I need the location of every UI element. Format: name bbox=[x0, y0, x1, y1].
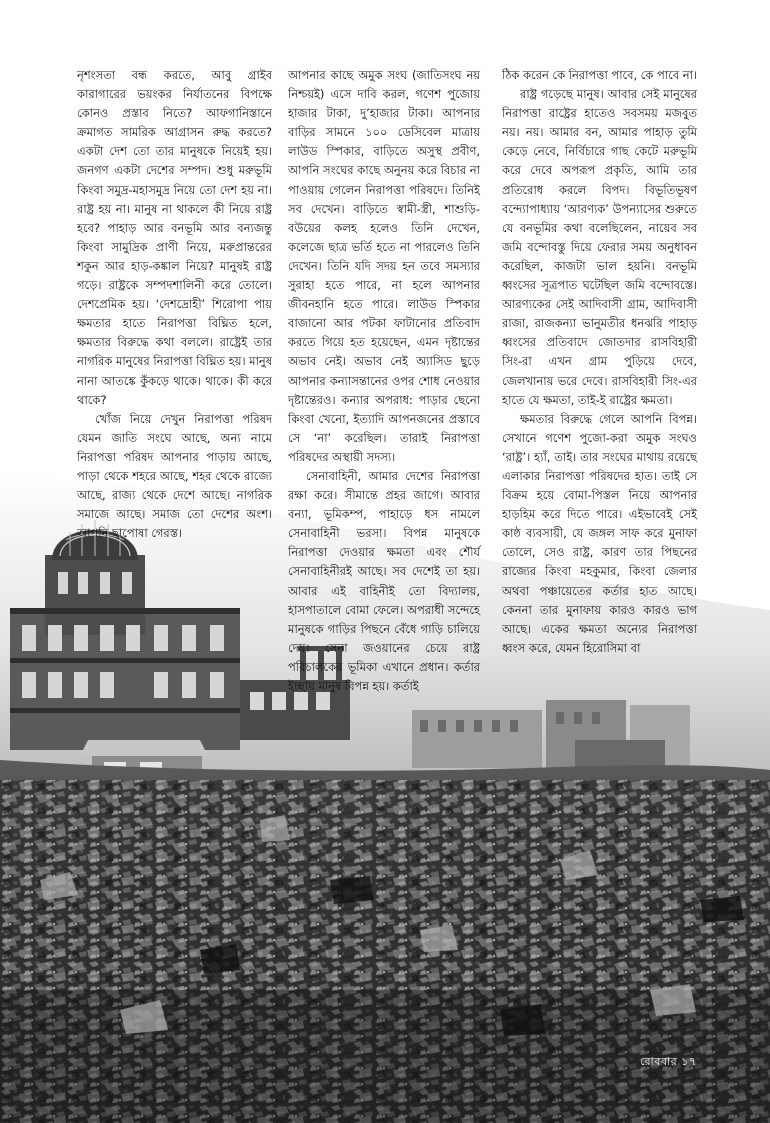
paragraph: ঠিক করেন কে নিরাপত্তা পাবে, কে পাবে না। bbox=[502, 68, 697, 82]
text-column-1 bbox=[77, 66, 272, 543]
paragraph: নৃশংসতা বন্ধ করতে, আবু গ্রাইব কারাগারের ভয়ংকর নির্যাতনের বিপক্ষে কোনও প্রস্তাব নিতে? আফগানিস্তানে ক্রমাগত সামরিক আগ্রাসন রুদ্ধ করতে? একটা দেশ তো তার মানুষকে নিয়েই হয়। জনগণ একটা দেশের সম্পদ। শুধু মরুভূমি কিংবা সমুদ্র-মহাসমুদ্র নিয়ে তো দেশ হয় না। রাষ্ট্র হয় না। মানুষ না থাকলে কী নিয়ে রাষ্ট্র হবে? পাহাড় আর বনভূমি আর বন্যজন্তু কিংবা সামুদ্রিক প্রাণী নিয়ে, মরুপ্রান্তরের শকুন আর হাড়-কঙ্কাল নিয়ে? মানুষই রাষ্ট্র গড়ে। রাষ্ট্রকে সম্পদশালিনী করে তোলে। দেশপ্রেমিক হয়। ‘দেশদ্রোহী’ শিরোপা পায় ক্ষমতার হাতে নিরাপত্তা বিঘ্নিত হলে, ক্ষমতার বিরুদ্ধে কথা বললে। রাষ্ট্রেই তার নাগরিক মানুষের নিরাপত্তা বিঘ্নিত হয়। মানুষ নানা আতঙ্কে কুঁকড়ে থাকে। থাকে। কী করে থাকে? bbox=[77, 68, 272, 407]
paragraph: রাষ্ট্র গড়েছে মানুষ। আবার সেই মানুষের নিরাপত্তা রাষ্ট্রের হাতেও সবসময় মজবুত নয়। নয়। আমার বন, আমার পাহাড় তুমি কেড়ে নেবে, নির্বিচারে গাছ কেটে মরুভূমি করে দেবে অপরূপ প্রকৃতি, আমি তার প্রতিরোধ করলে বিপদ। বিভূতিভূষণ বন্দ্যোপাধ্যায় ‘আরণ্যক’ উপন্যাসের শুরুতে যে বনভূমির কথা বলেছিলেন, নায়েব সব জমি বন্দোবস্তু দিয়ে ফেরার সময় অনুধাবন করেছিল, কাজটা ভাল হয়নি। বনভূমি ধ্বংসের সূত্রপাত ঘটেছিল জমি বন্দোবস্তে। আরণ্যকের সেই আদিবাসী গ্রাম, আদিবাসী রাজা, রাজকন্যা ভানুমতীর ধনঝরি পাহাড় ধ্বংসের প্রতিবাদে জোতদার রাসবিহারী সিং-রা এখন গ্রাম পুড়িয়ে দেবে, জেলখানায় ভরে দেবে। রাসবিহারী সিং-এর হাতে যে ক্ষমতা, তাই-ই রাষ্ট্রের ক্ষমতা। bbox=[502, 87, 697, 407]
paragraph: খোঁজ নিয়ে দেখুন নিরাপত্তা পরিষদ যেমন জাতি সংঘে আছে, অন্য নামে নিরাপত্তা পরিষদ আপনার পাড়ায় আছে, পাড়া থেকে শহরে আছে, শহর থেকে রাজ্যে আছে, রাজ্য থেকে দেশে আছে। নাগরিক সমাজে আছে। সমাজ তো দেশের অংশ। আপনি ছাপোষা গেরস্ত। bbox=[77, 411, 272, 541]
paragraph: আপনার কাছে অমুক সংঘ (জাতিসংঘ নয় নিশ্চয়ই) এসে দাবি করল, গণেশ পুজোয় হাজার টাকা, দু’হাজার টাকা। আপনার বাড়ির সামনে ১০০ ডেসিবেল মাত্রায় লাউড স্পিকার, বাড়িতে অসুস্থ প্রবীণ, আপনি সংঘের কাছে অনুনয় করে বিচার না পাওয়ায় গেলেন নিরাপত্তা পরিষদে। তিনিই সব দেখেন। বাড়িতে স্বামী-স্ত্রী, শাশুড়ি-বউয়ের কলহ হলেও তিনি দেখেন, কলেজে ছাত্র ভর্তি হতে না পারলেও তিনি দেখেন। তিনি যদি সদয় হন তবে সমস্যার সুরাহা হতে পারে, না হলে আপনার জীবনহানি হতে পারে। লাউড স্পিকার বাজানো আর পটকা ফাটানোর প্রতিবাদ করতে গিয়ে হত হয়েছেন, এমন দৃষ্টান্তের অভাব নেই। অভাব নেই অ্যাসিড ছুড়ে আপনার কন্যাসন্তানের ওপর শোধ নেওয়ার দৃষ্টান্তেরও। কন্যার অপরাধ: পাড়ার ছেনো কিংবা খেনো, ইত্যাদি আপনজনের প্রস্তাবে সে ‘না’ করেছিল। তারাই নিরাপত্তা পরিষদের অস্থায়ী সদস্য। bbox=[288, 68, 480, 464]
paragraph: ক্ষমতার বিরুদ্ধে গেলে আপনি বিপন্ন। সেখানে গণেশ পুজো-করা অমুক সংঘও ‘রাষ্ট্র’। হ্যাঁ, তাই। তার সংঘের মাথায় রয়েছে এলাকার নিরাপত্তা পরিষদের হাত। তাই সে বিক্রম হয়ে বোমা-পিস্তল নিয়ে আপনার হাড়হিম করে দিতে পারে। এইভাবেই সেই কাষ্ঠ ব্যবসায়ী, যে জঙ্গল সাফ করে মুনাফা তোলে, সেও রাষ্ট্র, কারণ তার পিছনের রাজ্যের কিংবা মহকুমার, কিংবা জেলার অথবা পঞ্চায়েতের কর্তার হাত আছে। কেননা তার মুনাফায় কারও কারও ভাগ আছে। একের ক্ষমতা অন্যের নিরাপত্তা ধ্বংস করে, যেমন হিরোসিমা বা bbox=[502, 411, 697, 655]
paragraph: সেনাবাহিনী, আমার দেশের নিরাপত্তা রক্ষা করে। সীমান্তে প্রহর জাগে। আবার বন্যা, ভূমিকম্প, পাহাড়ে ধস নামলে সেনাবাহিনী ভরসা। বিপন্ন মানুষকে নিরাপত্তা দেওয়ার ক্ষমতা এবং শৌর্য সেনাবাহিনীরই আছে। সব দেশেই তা হয়। আবার এই বাহিনীই তো বিদ্যালয়, হাসপাতালে বোমা ফেলে। অপরাধী সন্দেহে মানুষকে গাড়ির পিছনে বেঁধে গাড়ি চালিয়ে দেয়। সেনা জওয়ানের চেয়ে রাষ্ট্র পরিচালকের ভূমিকা এখানে প্রধান। কর্তার ইচ্ছায় মানুষ বিপন্ন হয়। কর্তাই bbox=[288, 468, 480, 693]
text-column-2 bbox=[288, 66, 480, 696]
text-column-3 bbox=[502, 66, 697, 658]
page-folio: রোববার ১৭ bbox=[640, 1055, 697, 1068]
